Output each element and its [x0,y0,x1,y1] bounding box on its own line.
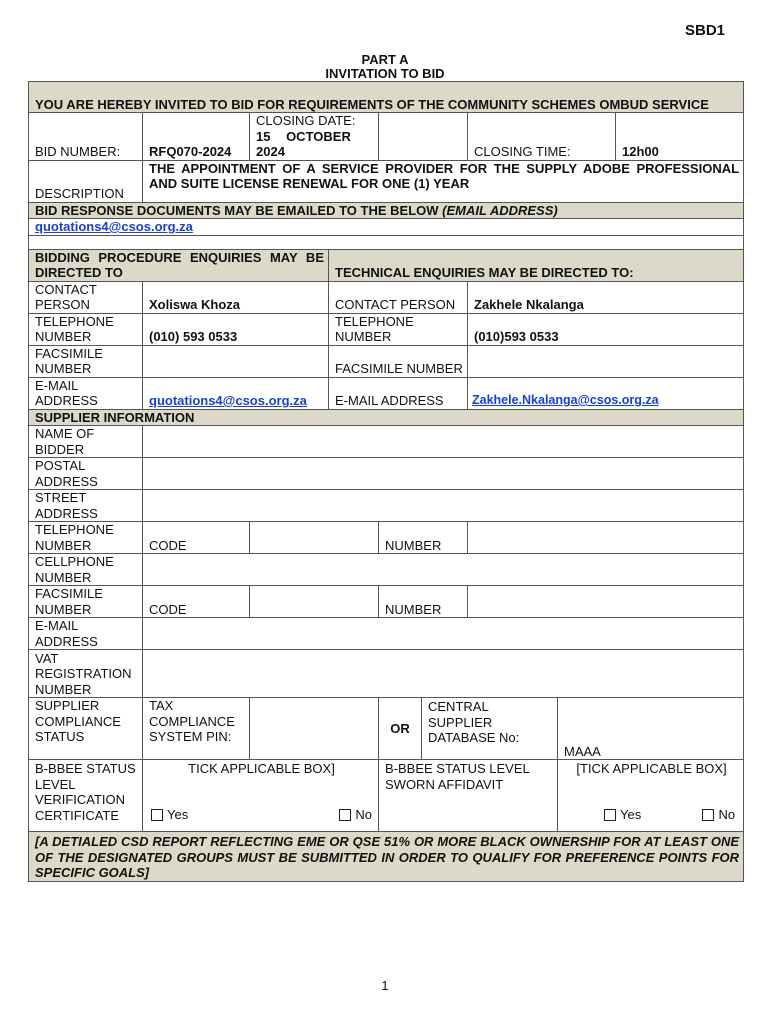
response-heading-text: BID RESPONSE DOCUMENTS MAY BE EMAILED TO THE BELOW [35,202,439,218]
no-label: No [718,806,736,822]
bidder-name-label: NAME OF BIDDER [29,426,143,458]
bbbee-certificate-tick [143,760,379,832]
facsimile-number-field[interactable] [468,586,744,618]
supplier-email-label: E-MAIL ADDRESS [29,618,143,650]
telephone-code-field[interactable] [250,522,379,554]
telephone-number-label: NUMBER [379,522,468,554]
response-heading-italic: (EMAIL ADDRESS) [442,202,558,218]
bbbee-affidavit-label: B-BBEE STATUS LEVEL SWORN AFFIDAVIT [379,760,558,832]
checkbox-icon[interactable] [702,809,714,821]
closing-date-cell [250,113,379,161]
facsimile-number-label: NUMBER [379,586,468,618]
supplier-telephone-label: TELEPHONE NUMBER [29,522,143,554]
supplier-heading: SUPPLIER INFORMATION [29,409,744,426]
response-email-cell [29,219,744,236]
tech-email-cell [468,377,744,409]
proc-telephone-value: (010) 593 0533 [143,313,329,345]
street-address-field[interactable] [143,490,744,522]
csd-label: CENTRAL SUPPLIER DATABASE No: [422,698,558,760]
postal-address-field[interactable] [143,458,744,490]
supplier-facsimile-label: FACSIMILE NUMBER [29,586,143,618]
checkbox-icon[interactable] [151,809,163,821]
bbbee-certificate-label: B-BBEE STATUS LEVEL VERIFICATION CERTIFICATE [29,760,143,832]
closing-time-label: CLOSING TIME: [468,113,616,161]
vat-field[interactable] [143,650,744,698]
tech-email-link[interactable]: Zakhele.Nkalanga@csos.org.za [472,393,659,407]
bbbee-affidavit-tick [558,760,744,832]
street-address-label: STREET ADDRESS [29,490,143,522]
tech-facsimile-label: FACSIMILE NUMBER [329,345,468,377]
affidavit-yes-option[interactable] [604,807,641,823]
proc-telephone-label: TELEPHONE NUMBER [29,313,143,345]
telephone-number-field[interactable] [468,522,744,554]
tech-telephone-label: TELEPHONE NUMBER [329,313,468,345]
bid-number-value[interactable]: RFQ070-2024 [143,113,250,161]
or-label: OR [379,698,422,760]
vat-label: VAT REGISTRATION NUMBER [29,650,143,698]
tech-contact-label: CONTACT PERSON [329,281,468,313]
cellphone-field[interactable] [143,554,744,586]
closing-date-value: 15 OCTOBER [256,128,351,144]
csd-field[interactable] [558,698,744,760]
proc-email-link[interactable]: quotations4@csos.org.za [149,393,307,408]
checkbox-icon[interactable] [604,809,616,821]
csd-prefix: MAAA [564,743,601,759]
proc-contact-value: Xoliswa Khoza [143,281,329,313]
bidder-name-field[interactable] [143,426,744,458]
no-label: No [355,806,372,822]
checkbox-icon[interactable] [339,809,351,821]
form-title: INVITATION TO BID [325,66,445,81]
proc-facsimile-label: FACSIMILE NUMBER [29,345,143,377]
certificate-yes-option[interactable] [151,807,188,823]
affidavit-no-option[interactable] [702,807,735,823]
tick-instruction-2: [TICK APPLICABLE BOX] [576,761,727,776]
certificate-no-option[interactable] [339,807,372,823]
procedure-enquiries-heading: BIDDING PROCEDURE ENQUIRIES MAY BE DIRECTED TO [29,249,329,281]
description-label: DESCRIPTION [29,160,143,202]
tick-instruction-1: TICK APPLICABLE BOX] [188,761,335,776]
tax-pin-field[interactable] [250,698,379,760]
spacer-row [29,235,744,249]
tech-telephone-value: (010)593 0533 [468,313,744,345]
closing-time-value: 12h00 [616,113,744,161]
invitation-heading: YOU ARE HEREBY INVITED TO BID FOR REQUIREMENTS OF THE COMMUNITY SCHEMES OMBUD SERVICE [29,82,744,113]
invitation-to-bid-table [28,81,744,882]
postal-address-label: POSTAL ADDRESS [29,458,143,490]
compliance-status-label: SUPPLIER COMPLIANCE STATUS [29,698,143,760]
proc-contact-label: CONTACT PERSON [29,281,143,313]
proc-email-label: E-MAIL ADDRESS [29,377,143,409]
page-number: 1 [381,978,389,993]
closing-date-blank [379,113,468,161]
response-heading [29,202,744,219]
tech-facsimile-value [468,345,744,377]
technical-enquiries-heading: TECHNICAL ENQUIRIES MAY BE DIRECTED TO: [329,249,744,281]
closing-date-year: 2024 [256,144,285,159]
facsimile-code-label: CODE [143,586,250,618]
cellphone-label: CELLPHONE NUMBER [29,554,143,586]
supplier-email-field[interactable] [143,618,744,650]
tech-email-label: E-MAIL ADDRESS [329,377,468,409]
yes-label: Yes [167,806,189,822]
form-code: SBD1 [684,22,725,39]
closing-date-label: CLOSING DATE: [256,113,356,128]
yes-label: Yes [620,806,642,822]
telephone-code-label: CODE [143,522,250,554]
part-label: PART A [361,52,409,67]
description-value: THE APPOINTMENT OF A SERVICE PROVIDER FOR THE SUPPLY ADOBE PROFESSIONAL AND SUITE LICENSE RENEWAL FOR ONE (1) YEAR [143,160,744,202]
csd-report-note: [A DETIALED CSD REPORT REFLECTING EME OR QSE 51% OR MORE BLACK OWNERSHIP FOR AT LEAST ONE OF THE DESIGNATED GROUPS MUST BE SUBMITTED IN ORDER TO QUALIFY FOR PREFERENCE POINTS FOR SPECIFIC GOALS] [29,832,744,882]
tax-pin-label: TAX COMPLIANCE SYSTEM PIN: [143,698,250,760]
bid-number-label: BID NUMBER: [29,113,143,161]
facsimile-code-field[interactable] [250,586,379,618]
proc-email-cell [143,377,329,409]
response-email-link[interactable]: quotations4@csos.org.za [35,219,193,234]
proc-facsimile-value [143,345,329,377]
tech-contact-value: Zakhele Nkalanga [468,281,744,313]
